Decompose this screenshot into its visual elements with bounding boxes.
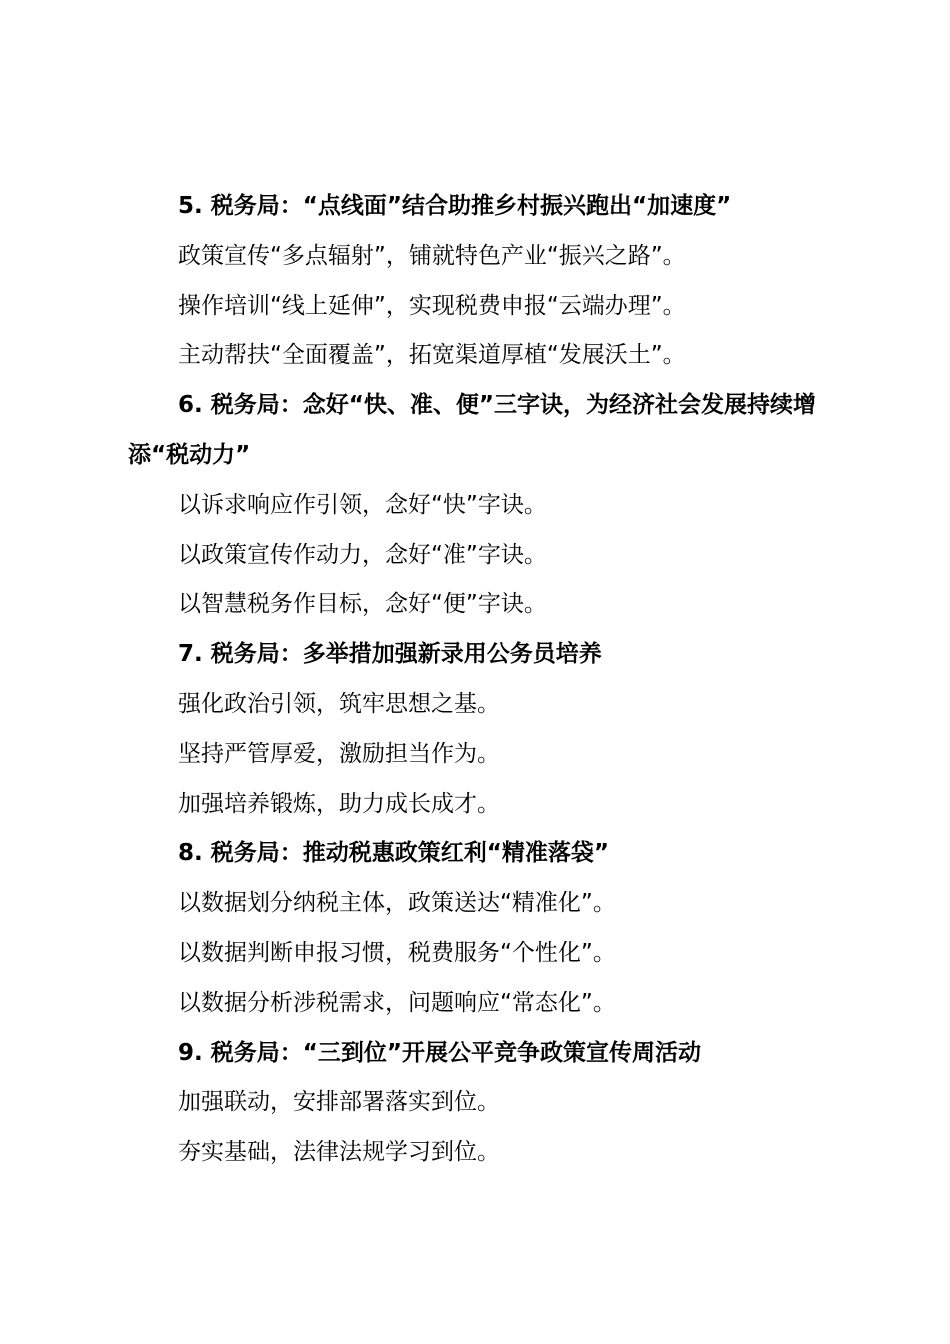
section-point: 加强联动，安排部署落实到位。 bbox=[178, 1089, 500, 1116]
section-point: 以数据划分纳税主体，政策送达“精准化”。 bbox=[178, 890, 616, 917]
section-heading: 8. 税务局：推动税惠政策红利“精准落袋” bbox=[178, 840, 609, 867]
section-heading: 5. 税务局：“点线面”结合助推乡村振兴跑出“加速度” bbox=[178, 193, 732, 219]
section-point: 以数据判断申报习惯，税费服务“个性化”。 bbox=[178, 939, 616, 966]
section-point: 夯实基础，法律法规学习到位。 bbox=[178, 1139, 500, 1166]
section-heading: 6. 税务局：念好“快、准、便”三字诀，为经济社会发展持续增添“税动力” bbox=[128, 392, 816, 468]
document-body bbox=[128, 182, 848, 1178]
section-point: 以智慧税务作目标，念好“便”字诀。 bbox=[178, 591, 547, 618]
section-point: 主动帮扶“全面覆盖”，拓宽渠道厚植“发展沃土”。 bbox=[178, 342, 686, 369]
section-point: 操作培训“线上延伸”，实现税费申报“云端办理”。 bbox=[178, 292, 686, 319]
section-point: 坚持严管厚爱，激励担当作为。 bbox=[178, 740, 500, 767]
section-point: 加强培养锻炼，助力成长成才。 bbox=[178, 790, 500, 817]
section-heading: 9. 税务局：“三到位”开展公平竞争政策宣传周活动 bbox=[178, 1039, 701, 1066]
section-heading: 7. 税务局：多举措加强新录用公务员培养 bbox=[178, 641, 602, 668]
section-point: 强化政治引领，筑牢思想之基。 bbox=[178, 690, 500, 717]
section-point: 以政策宣传作动力，念好“准”字诀。 bbox=[178, 541, 547, 568]
section-point: 以数据分析涉税需求，问题响应“常态化”。 bbox=[178, 989, 616, 1016]
section-point: 政策宣传“多点辐射”，铺就特色产业“振兴之路”。 bbox=[178, 242, 686, 269]
section-point: 以诉求响应作引领，念好“快”字诀。 bbox=[178, 491, 547, 518]
